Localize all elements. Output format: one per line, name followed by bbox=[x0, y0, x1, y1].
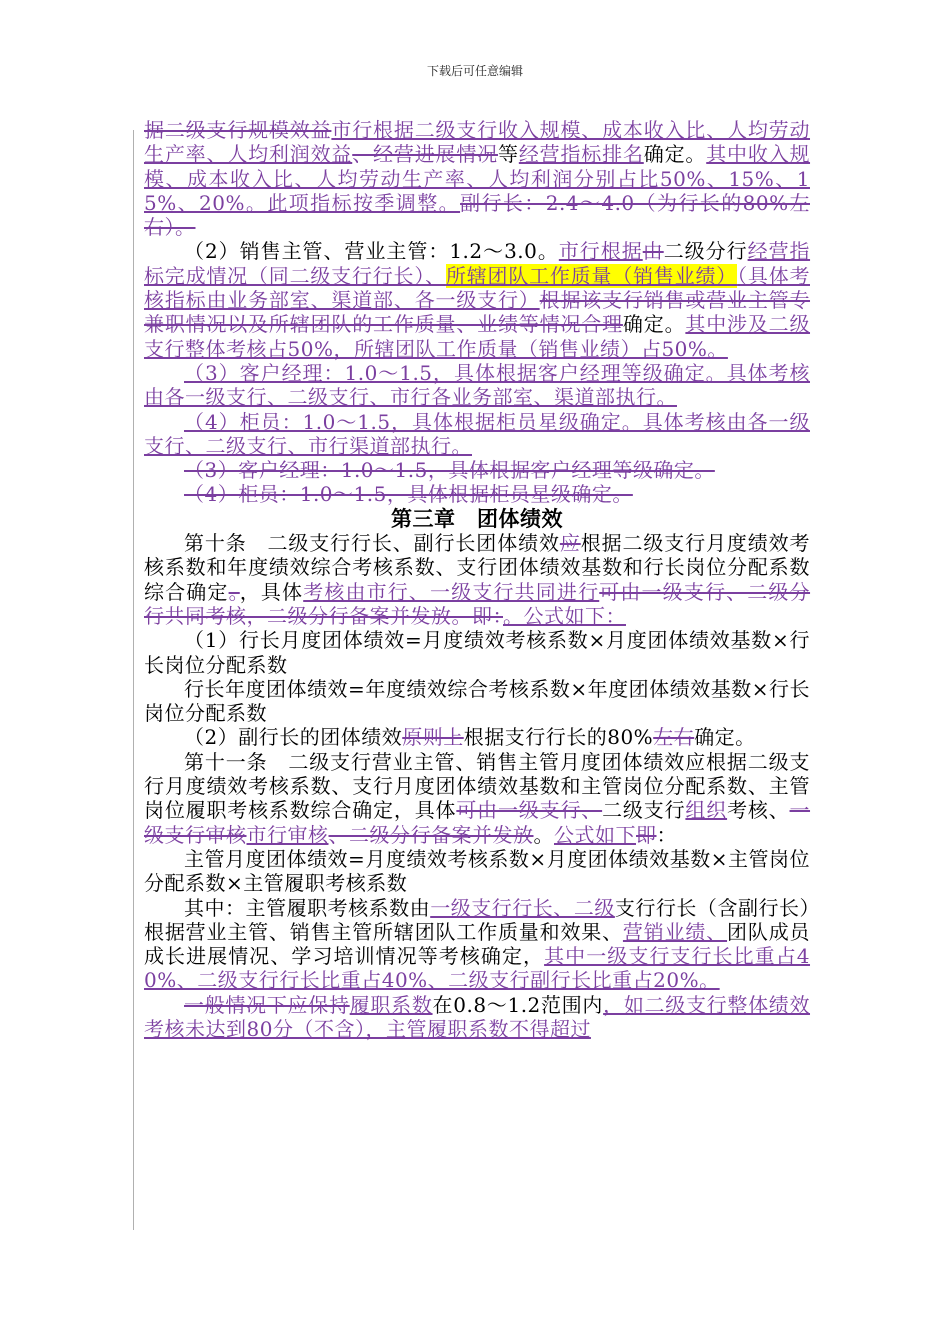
inserted-text: 组织 bbox=[685, 798, 728, 823]
text-run: （2）销售主管、营业主管：1.2～3.0。 bbox=[184, 239, 559, 264]
deleted-text: 根据该支行销售或营业主管专兼职情况以及所辖团队的工作质量、业绩等情况合理 bbox=[144, 288, 811, 337]
inserted-text: 。公式如下： bbox=[503, 603, 626, 628]
text-run: 其中：主管履职考核系数由 bbox=[184, 895, 431, 920]
paragraph bbox=[144, 458, 810, 482]
inserted-text: 公式如下 bbox=[554, 822, 636, 847]
inserted-text: （具体考核指标由业务部室、渠道部、各一级支行） bbox=[144, 263, 810, 313]
paragraph bbox=[144, 410, 810, 459]
paragraph bbox=[144, 993, 810, 1042]
inserted-text: 履职系数 bbox=[349, 992, 433, 1017]
inserted-text: 一级支行行长、二级 bbox=[430, 895, 615, 920]
text-run: 根据二级支行月度绩效考核系数和年度绩效综合考核系数、支行团体绩效基数和行长岗位分配系数综合确定 bbox=[144, 531, 811, 604]
text-run: 确定。 bbox=[622, 312, 686, 337]
text-run: 二级分行 bbox=[663, 239, 748, 264]
deleted-text: （4）柜员：1.0～1.5，具体根据柜员星级确定。 bbox=[184, 482, 633, 507]
text-run: 团队成员成长进展情况、学习培训情况等考核确定， bbox=[144, 919, 811, 969]
paragraph bbox=[144, 361, 810, 410]
text-run: 行长年度团体绩效=年度绩效综合考核系数×年度团体绩效基数×行长岗位分配系数 bbox=[144, 676, 810, 726]
deleted-text: 即 bbox=[636, 822, 657, 847]
deleted-text: 可由一级支行、二级分行共同考核，二级分行备案并发放。即： bbox=[144, 579, 811, 628]
revision-margin-bar bbox=[133, 130, 134, 1230]
text-run: 主管月度团体绩效=月度绩效考核系数×月度团体绩效基数×主管岗位分配系数×主管履职考核系数 bbox=[144, 846, 810, 896]
text-run: ，具体 bbox=[239, 579, 304, 604]
deleted-text: 可由一级支行、 bbox=[456, 798, 603, 823]
inserted-text: 市行根据二级支行收入规模、成本收入比、人均劳动生产率、人均利润效益 bbox=[144, 118, 811, 167]
deleted-text: 、二级分行备案并发放 bbox=[328, 822, 534, 847]
text-run: 考核、 bbox=[727, 798, 790, 823]
text-run: 。 bbox=[533, 822, 554, 847]
paragraph bbox=[144, 725, 810, 749]
text-run: 二级支行 bbox=[602, 798, 686, 823]
text-run: 确定。 bbox=[694, 725, 756, 750]
deleted-text: 左右 bbox=[653, 725, 695, 750]
text-run: 等 bbox=[498, 142, 519, 167]
text-run: 根据支行行长的80% bbox=[463, 725, 654, 750]
paragraph bbox=[144, 118, 810, 239]
deleted-text: 原则上 bbox=[402, 725, 464, 750]
text-run: 第十一条 二级支行营业主管、销售主管月度团体绩效应根据二级支行月度绩效考核系数、支行月度团体绩效基数和主管岗位分配系数、主管岗位履职考核系数综合确定，具体 bbox=[144, 749, 810, 823]
chapter-heading bbox=[144, 507, 810, 531]
inserted-text: （3）客户经理：1.0～1.5，具体根据客户经理等级确定。具体考核由各一级支行、二级支行、市行各业务部室、渠道部执行。 bbox=[144, 360, 810, 410]
paragraph bbox=[144, 750, 810, 847]
inserted-text: 市行审核 bbox=[246, 822, 329, 847]
inserted-text: 其中收入规模、成本收入比、人均劳动生产率、人均利润分别占比50%、15%、15%、20%。此项指标按季调整。 bbox=[144, 142, 811, 215]
inserted-text: （4）柜员：1.0～1.5，具体根据柜员星级确定。具体考核由各一级支行、二级支行、市行渠道部执行。 bbox=[144, 409, 810, 458]
inserted-text: 考核由市行、一级支行共同进行 bbox=[303, 579, 600, 604]
inserted-text: 经营指标完成情况（同二级支行行长）、 bbox=[144, 239, 811, 288]
deleted-text: 由 bbox=[642, 239, 664, 264]
inserted-text: 经营指标排名 bbox=[518, 142, 644, 167]
paragraph bbox=[144, 239, 810, 360]
paragraph bbox=[144, 628, 810, 677]
text-run: 支行行长（含副行长）根据营业主管、销售主管所辖团队工作质量和效果、 bbox=[144, 895, 811, 944]
inserted-text: 其中一级支行支行长比重占40%、二级支行行长比重占40%、二级支行副行长比重占20%。 bbox=[144, 944, 811, 993]
inserted-text: 营销业绩、 bbox=[622, 919, 728, 944]
paragraph bbox=[144, 896, 810, 993]
deleted-text: 应 bbox=[559, 531, 581, 556]
paragraph bbox=[144, 531, 810, 628]
text-run: （2）副行长的团体绩效 bbox=[184, 725, 403, 750]
text-run: 确定。 bbox=[643, 142, 707, 167]
inserted-text: 市行根据 bbox=[558, 239, 643, 264]
deleted-text: 副行长：2.4～4.0（为行长的80%左右）。 bbox=[144, 190, 810, 240]
deleted-text: 据二级支行规模效益 bbox=[144, 118, 332, 142]
deleted-text: 一般情况下应保持 bbox=[184, 992, 350, 1017]
highlighted-inserted-text: 所辖团队工作质量（销售业绩） bbox=[445, 263, 738, 288]
text-run: 第三章 团体绩效 bbox=[391, 506, 563, 531]
paragraph bbox=[144, 847, 810, 896]
paragraph bbox=[144, 482, 810, 506]
deleted-text: （3）客户经理：1.0～1.5，具体根据客户经理等级确定。 bbox=[184, 458, 715, 483]
paragraph bbox=[144, 677, 810, 726]
text-run: （1）行长月度团体绩效=月度绩效考核系数×月度团体绩效基数×行长岗位分配系数 bbox=[144, 628, 810, 677]
inserted-text: 其中涉及二级支行整体考核占50%，所辖团队工作质量（销售业绩）占50%。 bbox=[144, 312, 811, 361]
document-body bbox=[144, 118, 810, 1041]
page-header: 下载后可任意编辑 bbox=[426, 64, 523, 78]
deleted-text: 、经营进展情况 bbox=[352, 142, 498, 167]
deleted-text: 。 bbox=[228, 579, 240, 604]
text-run: 第十条 二级支行行长、副行长团体绩效 bbox=[184, 531, 560, 556]
text-run: 在0.8～1.2范围内 bbox=[432, 992, 604, 1017]
inserted-text: ，如二级支行整体绩效考核未达到80分（不含），主管履职系数不得超过 bbox=[144, 992, 811, 1041]
text-run: ： bbox=[656, 822, 677, 847]
deleted-text: 一级支行审核 bbox=[144, 798, 811, 847]
